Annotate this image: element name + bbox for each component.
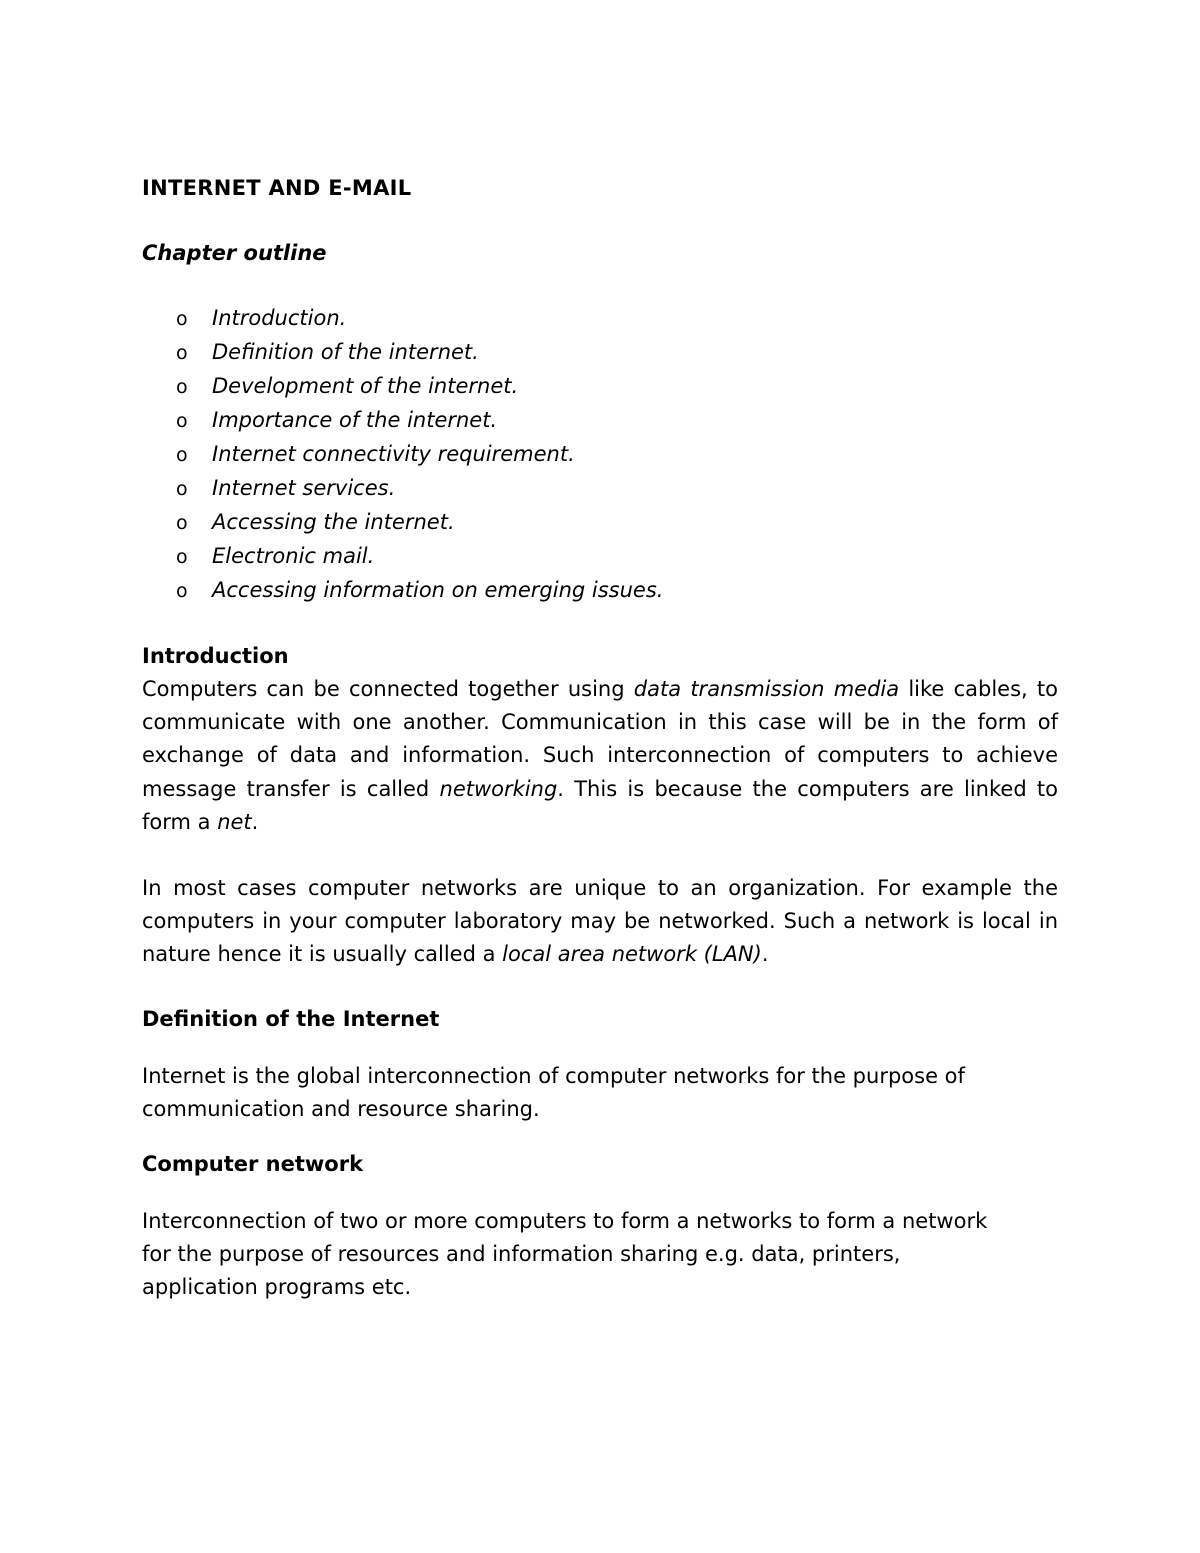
- emphasis-text: local area network (LAN): [502, 942, 762, 967]
- outline-item: [142, 506, 1058, 540]
- text-run: In most cases computer networks are unique to an organization. For example the computers in your computer laboratory may be networked. Such a network is local in nature hence it is usually called a: [142, 876, 1058, 967]
- outline-item-text: Internet services.: [212, 476, 396, 500]
- emphasis-text: net: [217, 809, 252, 834]
- bullet-icon: o: [176, 546, 188, 568]
- introduction-paragraph-2: [142, 872, 1058, 972]
- emphasis-text: networking: [439, 776, 558, 801]
- bullet-icon: o: [176, 478, 188, 500]
- introduction-paragraph-1: [142, 673, 1058, 839]
- bullet-icon: o: [176, 512, 188, 534]
- computer-network-heading: Computer network: [142, 1152, 364, 1177]
- outline-item: [142, 472, 1058, 506]
- bullet-icon: o: [176, 580, 188, 602]
- introduction-heading: Introduction: [142, 644, 289, 668]
- definition-paragraph: Internet is the global interconnection of computer networks for the purpose of communication and resource sharing.: [142, 1063, 965, 1121]
- document-page: [142, 172, 1058, 1305]
- text-run: .: [251, 809, 259, 834]
- outline-item-text: Electronic mail.: [212, 544, 375, 568]
- outline-item: [142, 370, 1058, 404]
- bullet-icon: o: [176, 308, 188, 330]
- outline-item: [142, 336, 1058, 370]
- text-run: . This is because the computers are linked to form a: [142, 776, 1059, 834]
- outline-item-text: Accessing the internet.: [212, 510, 455, 534]
- outline-item: [142, 438, 1058, 472]
- chapter-outline-heading: Chapter outline: [142, 241, 327, 265]
- outline-item-text: Definition of the internet.: [212, 340, 479, 364]
- outline-item-text: Introduction.: [212, 306, 347, 330]
- bullet-icon: o: [176, 444, 188, 466]
- definition-heading: Definition of the Internet: [142, 1006, 440, 1031]
- outline-item: [142, 540, 1058, 574]
- outline-item-text: Development of the internet.: [212, 374, 519, 398]
- text-run: Computers can be connected together using: [142, 677, 634, 701]
- text-run: .: [761, 942, 769, 967]
- outline-item-text: Importance of the internet.: [212, 408, 498, 432]
- outline-item: [142, 574, 1058, 608]
- document-title: INTERNET AND E-MAIL: [142, 176, 412, 200]
- text-run: like cables, to communicate with one another. Communication in this case will be in the form of exchange of data and information. Such interconnection of computers to achieve message transfer is called: [142, 677, 1059, 801]
- bullet-icon: o: [176, 342, 188, 364]
- outline-item: [142, 302, 1058, 336]
- chapter-outline-list: [142, 302, 1058, 608]
- bullet-icon: o: [176, 410, 188, 432]
- bullet-icon: o: [176, 376, 188, 398]
- emphasis-text: data transmission media: [633, 677, 900, 701]
- outline-item-text: Accessing information on emerging issues.: [212, 578, 664, 602]
- computer-network-paragraph: Interconnection of two or more computers to form a networks to form a network for the purpose of resources and information sharing e.g. data, printers, application programs etc.: [142, 1209, 988, 1300]
- outline-item-text: Internet connectivity requirement.: [212, 442, 575, 466]
- outline-item: [142, 404, 1058, 438]
